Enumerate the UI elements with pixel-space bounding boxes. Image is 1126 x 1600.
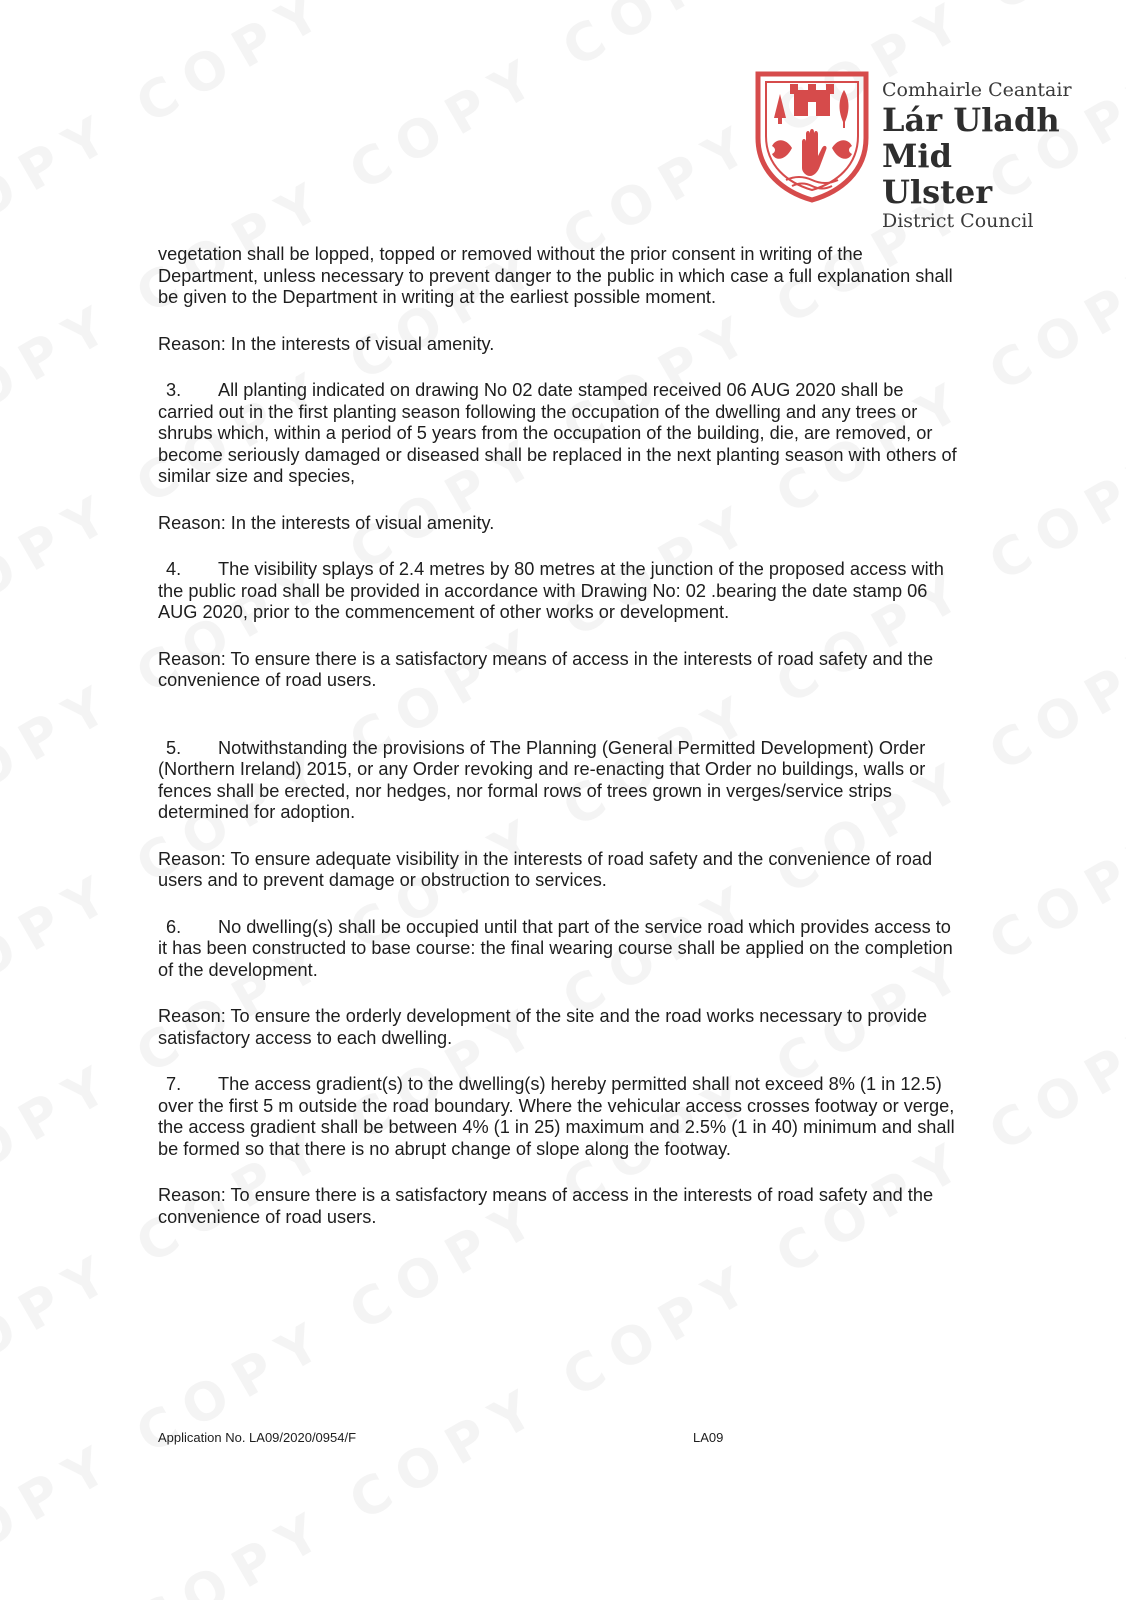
condition-number: 7. [166,1074,182,1094]
condition-number: 6. [166,916,182,937]
condition-text: Notwithstanding the provisions of The Planning (General Permitted Development) Order (Northern Ireland) 2015, or any Order revoking and re-enacting that Order no buildings, walls or fences shall be erected, nor hedges, nor formal rows of trees grown in verges/service strips determined for adoption. [158,737,926,822]
council-irish-name: Lár Uladh [882,101,1060,139]
condition-5 [158,738,958,824]
condition-text: The visibility splays of 2.4 metres by 80 metres at the junction of the proposed access with the public road shall be provided in accordance with Drawing No: 02 .bearing the date stamp 06 AUG 2020, prior to the commencement of other works or development. [158,559,944,622]
condition-number: 5. [166,737,182,758]
condition-4 [158,559,958,624]
footer-code: LA09 [693,1430,724,1445]
reason-6: Reason: To ensure the orderly development of the site and the road works necessary to provide satisfactory access to each dwelling. [158,1006,928,1048]
council-name [882,78,1072,232]
council-english-name: Mid Ulster [882,137,993,211]
council-logo [752,68,1072,232]
reason-2: Reason: In the interests of visual amenity. [158,333,495,354]
reason-3: Reason: In the interests of visual amenity. [158,512,495,533]
reason-4: Reason: To ensure there is a satisfactory means of access in the interests of road safety and the convenience of road users. [158,648,934,690]
council-english-subtitle: District Council [882,210,1034,232]
council-irish-subtitle: Comhairle Ceantair [882,79,1072,101]
reason-7: Reason: To ensure there is a satisfactory means of access in the interests of road safety and the convenience of road users. [158,1185,934,1227]
condition-7 [158,1074,958,1160]
condition-text: All planting indicated on drawing No 02 date stamped received 06 AUG 2020 shall be carried out in the first planting season following the occupation of the dwelling and any trees or shrubs which, within a period of 5 years from the occupation of the building, die, are removed, or become seriously damaged or diseased shall be replaced in the next planting season with others of similar size and species, [158,380,957,486]
condition-6 [158,917,958,982]
conditions-body [158,244,958,1228]
condition-number: 3. [166,380,182,400]
condition-number: 4. [166,559,182,579]
reason-5: Reason: To ensure adequate visibility in the interests of road safety and the convenience of road users and to prevent damage or obstruction to services. [158,848,933,890]
council-crest-icon [752,68,872,204]
condition-3 [158,380,958,488]
application-number: Application No. LA09/2020/0954/F [158,1430,357,1445]
condition-text: No dwelling(s) shall be occupied until that part of the service road which provides access to it has been constructed to base course: the final wearing course shall be applied on the completion of the development. [158,916,953,980]
condition-2-continued: vegetation shall be lopped, topped or removed without the prior consent in writing of the Department, unless necessary to prevent danger to the public in which case a full explanation shall be given to the Department in writing at the earliest possible moment. [158,244,953,307]
condition-text: The access gradient(s) to the dwelling(s) hereby permitted shall not exceed 8% (1 in 12.5) over the first 5 m outside the road boundary. Where the vehicular access crosses footway or verge, the access gradient shall be between 4% (1 in 25) maximum and 2.5% (1 in 40) minimum and shall be formed so that there is no abrupt change of slope along the footway. [158,1074,955,1159]
